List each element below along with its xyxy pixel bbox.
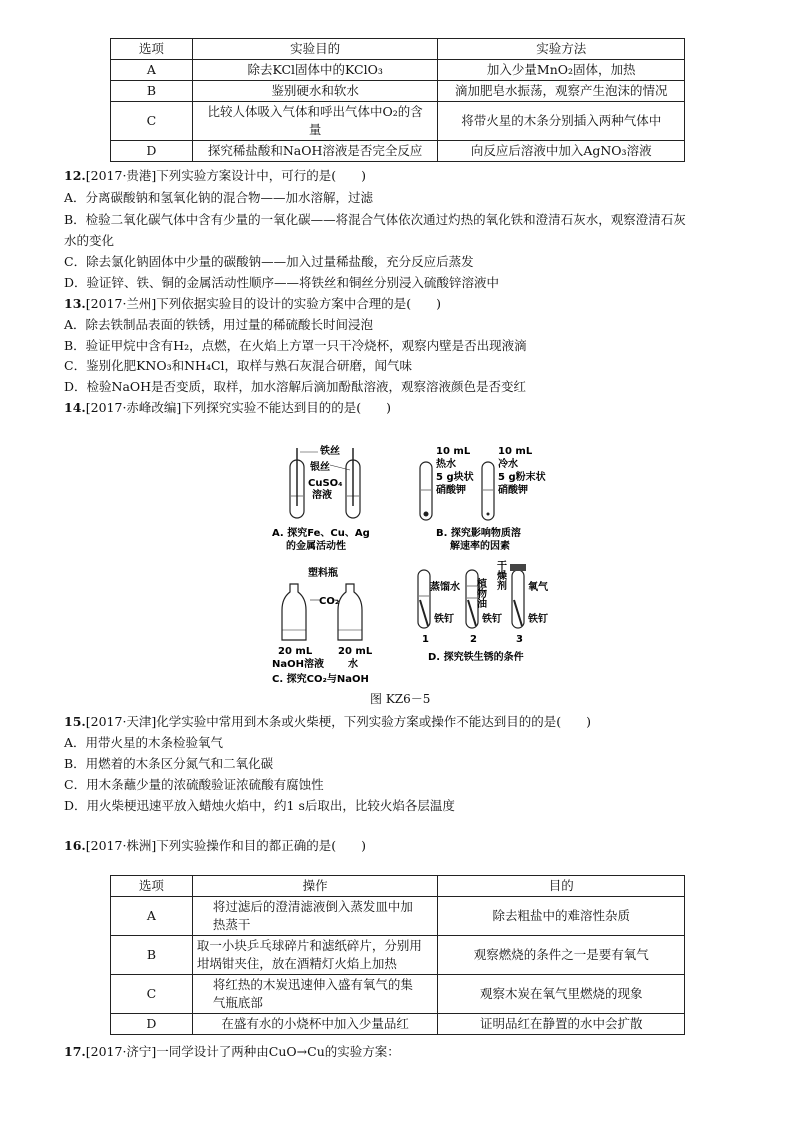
table-row [111,1014,685,1035]
question-number: 17. [64,1044,86,1059]
panel-d-label-iron-nail-3: 铁钉 [528,614,548,625]
question-number: 16. [64,838,86,853]
table-cell: 观察燃烧的条件之一是要有氧气 [438,936,685,975]
table-cell: 将带火星的木条分别插入两种气体中 [438,102,685,141]
question-15 [64,712,591,732]
question-14 [64,398,391,418]
question-number: 15. [64,714,86,729]
table-cell: 将过滤后的澄清滤液倒入蒸发皿中加热蒸干 [192,897,438,936]
panel-b-label-hot-water: 热水 [436,459,456,470]
option-b-continued: 水的变化 [64,233,115,248]
question-number: 12. [64,168,86,183]
table-header-cell: 实验目的 [192,39,438,60]
question-13 [64,294,441,314]
table-header-cell: 选项 [111,876,193,897]
table-cell: B [111,936,193,975]
table-header-cell: 实验方法 [438,39,685,60]
table-cell: B [111,81,193,102]
option-d: D．验证锌、铁、铜的金属活动性顺序——将铁丝和铜丝分别浸入硫酸锌溶液中 [64,275,500,290]
table-row [111,936,685,975]
question-stem: [2017·济宁]一同学设计了两种由CuO→Cu的实验方案： [85,1044,400,1059]
table-cell: 在盛有水的小烧杯中加入少量品红 [192,1014,438,1035]
table-header-row [111,876,685,897]
table-cell: 滴加肥皂水振荡，观察产生泡沫的情况 [438,81,685,102]
question-stem: [2017·天津]化学实验中常用到木条或火柴梗，下列实验方案或操作不能达到目的的是( ) [85,714,592,729]
table-cell: 加入少量MnO₂固体，加热 [438,60,685,81]
panel-c-caption: C. 探究CO₂与NaOH [272,674,369,685]
question-12 [64,166,366,186]
option-a: A．分离碳酸钠和氢氧化钠的混合物——加水溶解，过滤 [64,190,374,205]
panel-a-caption: A. 探究Fe、Cu、Ag [272,528,370,539]
panel-d-label-distilled-water: 蒸馏水 [430,582,460,593]
panel-b-apparatus [420,446,546,552]
panel-b-label-10ml: 10 mL [436,446,471,457]
panel-d-label-tube-3: 3 [516,634,523,645]
option-b: B．检验二氧化碳气体中含有少量的一氧化碳——将混合气体依次通过灼热的氧化铁和澄清石灰水，观察澄清石灰 [64,212,686,227]
panel-d-label-iron-nail-2: 铁钉 [482,614,502,625]
table-cell: D [111,141,193,162]
panel-d-label-tube-1: 1 [422,634,429,645]
panel-c-label-naoh: NaOH溶液 [272,659,324,670]
table-cell: C [111,975,193,1014]
table-header-cell: 操作 [192,876,438,897]
panel-a-label-silver-wire: 银丝 [310,462,330,473]
table-header-row [111,39,685,60]
panel-d-caption: D. 探究铁生锈的条件 [428,652,524,663]
q11-table [110,38,685,162]
table-cell: 除去粗盐中的难溶性杂质 [438,897,685,936]
panel-d-label-iron-nail-1: 铁钉 [434,614,454,625]
table-cell: 比较人体吸入气体和呼出气体中O₂的含量 [192,102,438,141]
panel-b-label-cold-water: 冷水 [498,459,518,470]
panel-c-label-water: 水 [348,659,358,670]
table-cell: 鉴别硬水和软水 [192,81,438,102]
option-d: D．用火柴梗迅速平放入蜡烛火焰中，约1 s后取出，比较火焰各层温度 [64,798,455,813]
panel-c-label-plastic-bottle: 塑料瓶 [308,568,338,579]
table-cell: 观察木炭在氧气里燃烧的现象 [438,975,685,1014]
table-row [111,81,685,102]
q16-table [110,875,685,1035]
panel-d-apparatus [418,559,549,663]
option-c: C．鉴别化肥KNO₃和NH₄Cl，取样与熟石灰混合研磨，闻气味 [64,358,413,373]
table-cell: 向反应后溶液中加入AgNO₃溶液 [438,141,685,162]
panel-a-apparatus [272,444,370,552]
question-number: 13. [64,296,86,311]
option-a: A．除去铁制品表面的铁锈，用过量的稀硫酸长时间浸泡 [64,317,374,332]
figure-kz6-5 [260,440,570,690]
panel-c-label-co2: CO₂ [319,596,340,607]
table-row [111,60,685,81]
option-c: C．用木条蘸少量的浓硫酸验证浓硫酸有腐蚀性 [64,777,324,792]
panel-c-apparatus [272,566,373,685]
panel-b-label-5g-powder: 5 g粉末状 [498,472,546,483]
panel-b-caption: B. 探究影响物质溶 [436,528,521,539]
table-cell: A [111,60,193,81]
table-row [111,975,685,1014]
panel-a-label-cuso4: CuSO₄ [308,478,343,489]
table-cell: 除去KCl固体中的KClO₃ [192,60,438,81]
panel-b-label-kno3: 硝酸钾 [436,485,466,496]
option-d: D．检验NaOH是否变质，取样，加水溶解后滴加酚酞溶液，观察溶液颜色是否变红 [64,379,527,394]
table-header-cell: 目的 [438,876,685,897]
table-row [111,102,685,141]
panel-b-label-10ml-2: 10 mL [498,446,533,457]
question-number: 14. [64,400,86,415]
question-stem: [2017·兰州]下列依据实验目的设计的实验方案中合理的是( ) [85,296,442,311]
panel-a-caption-2: 的金属活动性 [286,541,346,552]
option-c: C．除去氯化钠固体中少量的碳酸钠——加入过量稀盐酸，充分反应后蒸发 [64,254,474,269]
table-cell: C [111,102,193,141]
option-a: A．用带火星的木条检验氧气 [64,735,224,750]
panel-c-label-20ml: 20 mL [278,646,313,657]
panel-b-label-5g-lump: 5 g块状 [436,472,474,483]
panel-d-label-plant-oil: 植物油 [474,578,486,608]
table-row [111,141,685,162]
question-stem: [2017·赤峰改编]下列探究实验不能达到目的的是( ) [85,400,392,415]
panel-b-label-kno3-2: 硝酸钾 [498,485,528,496]
table-cell: A [111,897,193,936]
table-cell: D [111,1014,193,1035]
table-cell: 取一小块乒乓球碎片和滤纸碎片，分别用坩埚钳夹住，放在酒精灯火焰上加热 [192,936,438,975]
table-cell: 探究稀盐酸和NaOH溶液是否完全反应 [192,141,438,162]
option-b: B．用燃着的木条区分氮气和二氧化碳 [64,756,274,771]
panel-a-label-solution: 溶液 [312,490,332,501]
panel-d-label-tube-2: 2 [470,634,477,645]
question-stem: [2017·株洲]下列实验操作和目的都正确的是( ) [85,838,367,853]
panel-d-label-desiccant: 干燥剂 [494,560,506,590]
table-header-cell: 选项 [111,39,193,60]
panel-c-label-20ml-2: 20 mL [338,646,373,657]
table-row [111,897,685,936]
question-stem: [2017·贵港]下列实验方案设计中，可行的是( ) [85,168,367,183]
option-b: B．验证甲烷中含有H₂，点燃，在火焰上方罩一只干冷烧杯，观察内壁是否出现液滴 [64,338,527,353]
figure-caption: 图 KZ6－5 [370,692,431,706]
panel-a-label-iron-wire: 铁丝 [320,446,340,457]
table-cell: 将红热的木炭迅速伸入盛有氧气的集气瓶底部 [192,975,438,1014]
table-cell: 证明品红在静置的水中会扩散 [438,1014,685,1035]
panel-b-caption-2: 解速率的因素 [450,541,510,552]
question-16 [64,836,366,856]
panel-d-label-oxygen: 氧气 [528,582,548,593]
question-17 [64,1042,400,1062]
